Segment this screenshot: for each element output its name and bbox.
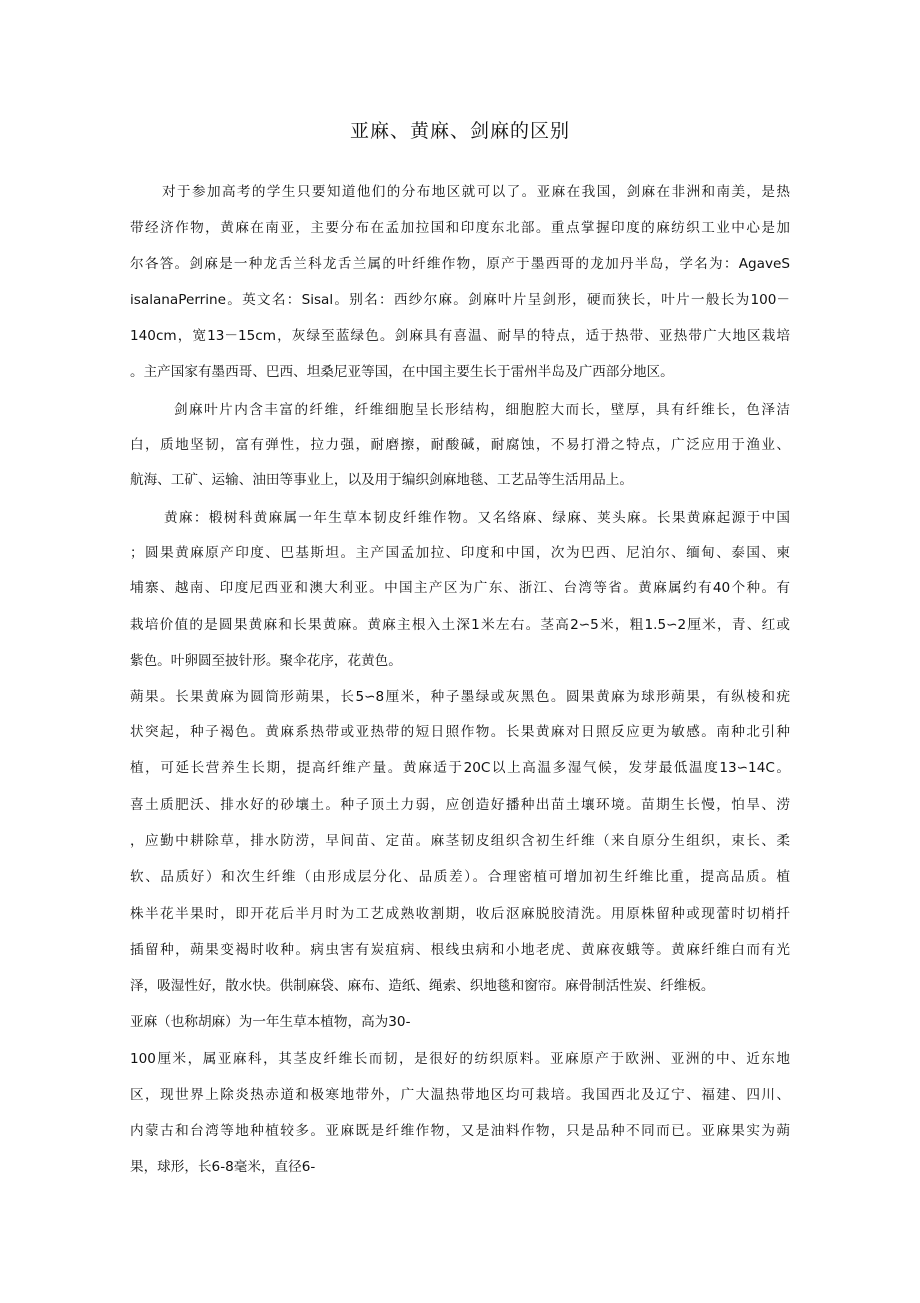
text-line: 对于参加高考的学生只要知道他们的分布地区就可以了。亚麻在我国，剑麻在非洲和南美，是热 [162,184,790,200]
text-line: 黄麻：椴树科黄麻属一年生草本韧皮纤维作物。又名络麻、绿麻、荚头麻。长果黄麻起源于中国 [164,510,790,526]
text-line: 内蒙古和台湾等地种植较多。亚麻既是纤维作物，又是油料作物，只是品种不同而已。亚麻果实为蒴 [130,1123,790,1139]
document-title: 亚麻、黄麻、剑麻的区别 [349,120,570,142]
text-line: 。主产国家有墨西哥、巴西、坦桑尼亚等国，在中国主要生长于雷州半岛及广西部分地区。 [130,364,674,380]
text-line: 紫色。叶卵圆至披针形。聚伞花序，花黄色。 [130,653,402,669]
text-line: 插留种，蒴果变褐时收种。病虫害有炭疽病、根线虫病和小地老虎、黄麻夜蛾等。黄麻纤维白而有光 [130,942,790,958]
text-line: 果，球形，长6-8毫米，直径6- [130,1159,316,1175]
text-line: 株半花半果时，即开花后半月时为工艺成熟收割期，收后沤麻脱胶清洗。用原株留种或现蕾时切梢扦 [130,906,790,922]
text-line: 140cm，宽13－15cm，灰绿至蓝绿色。剑麻具有喜温、耐旱的特点，适于热带、亚热带广大地区栽培 [130,328,790,344]
text-line: 状突起，种子褐色。黄麻系热带或亚热带的短日照作物。长果黄麻对日照反应更为敏感。南种北引种 [130,724,790,740]
text-line: 喜土质肥沃、排水好的砂壤土。种子顶土力弱，应创造好播种出苗土壤环境。苗期生长慢，怕旱、涝 [130,797,790,813]
text-line: 亚麻（也称胡麻）为一年生草本植物，高为30- [130,1014,411,1030]
text-line: 带经济作物，黄麻在南亚，主要分布在孟加拉国和印度东北部。重点掌握印度的麻纺织工业中心是加 [130,220,790,236]
text-line: 航海、工矿、运输、油田等事业上，以及用于编织剑麻地毯、工艺品等生活用品上。 [130,472,633,488]
text-line: isalanaPerrine。英文名：Sisal。别名：西纱尔麻。剑麻叶片呈剑形，硬而狭长，叶片一般长为100－ [130,292,790,308]
text-line: 蒴果。长果黄麻为圆筒形蒴果，长5∽8厘米，种子墨绿或灰黑色。圆果黄麻为球形蒴果，有纵棱和疣 [130,689,790,705]
text-line: 剑麻叶片内含丰富的纤维，纤维细胞呈长形结构，细胞腔大而长，壁厚，具有纤维长，色泽洁 [174,402,790,418]
text-line: ，应勤中耕除草，排水防涝，早间苗、定苗。麻茎韧皮组织含初生纤维（来自原分生组织，束长、柔 [130,833,790,849]
text-line: ；圆果黄麻原产印度、巴基斯坦。主产国孟加拉、印度和中国，次为巴西、尼泊尔、缅甸、泰国、柬 [130,545,790,561]
text-line: 尔各答。剑麻是一种龙舌兰科龙舌兰属的叶纤维作物，原产于墨西哥的龙加丹半岛，学名为：AgaveS [130,256,790,272]
text-line: 植，可延长营养生长期，提高纤维产量。黄麻适于20C以上高温多湿气候，发芽最低温度13∽14C。 [130,760,790,776]
text-line: 100厘米，属亚麻科，其茎皮纤维长而韧，是很好的纺织原料。亚麻原产于欧洲、亚洲的中、近东地 [130,1051,790,1067]
text-line: 白，质地坚韧，富有弹性，拉力强，耐磨擦，耐酸碱，耐腐蚀，不易打滑之特点，广泛应用于渔业、 [130,437,790,453]
text-line: 栽培价值的是圆果黄麻和长果黄麻。黄麻主根入土深1米左右。茎高2∽5米，粗1.5∽2厘米，青、红或 [130,617,790,633]
text-line: 区，现世界上除炎热赤道和极寒地带外，广大温热带地区均可栽培。我国西北及辽宁、福建、四川、 [130,1087,790,1103]
text-line: 埔寨、越南、印度尼西亚和澳大利亚。中国主产区为广东、浙江、台湾等省。黄麻属约有40个种。有 [130,580,790,596]
text-line: 软、品质好）和次生纤维（由形成层分化、品质差）。合理密植可增加初生纤维比重，提高品质。植 [130,869,790,885]
text-line: 泽，吸湿性好，散水快。供制麻袋、麻布、造纸、绳索、织地毯和窗帘。麻骨制活性炭、纤维板。 [130,978,715,994]
